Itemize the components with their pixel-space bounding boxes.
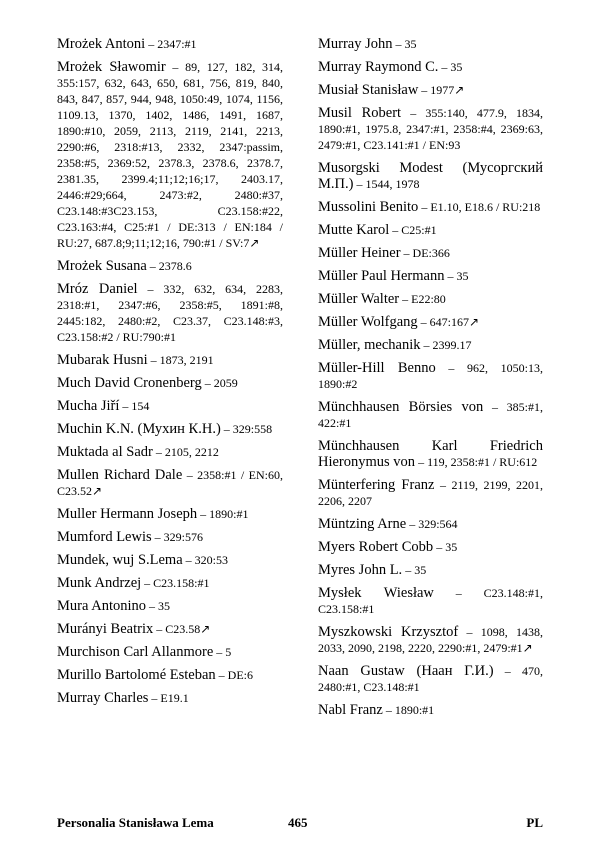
- index-entry: [57, 281, 283, 345]
- index-entry: [318, 59, 543, 75]
- index-entry: [57, 421, 283, 437]
- entry-name: Muchin K.N. (Мухин К.Н.): [57, 421, 221, 437]
- entry-name: Mussolini Benito: [318, 199, 419, 215]
- entry-name: Muktada al Sadr: [57, 444, 153, 460]
- entry-references: – 35: [392, 37, 417, 51]
- entry-references: – 1890:#1: [382, 703, 435, 717]
- index-entry: [57, 529, 283, 545]
- entry-references: – 385:#1, 422:#1: [318, 400, 543, 430]
- entry-references: – 470, 2480:#1, C23.148:#1: [318, 664, 544, 694]
- entry-name: Murray Raymond C.: [318, 59, 439, 75]
- entry-references: – C25:#1: [389, 223, 437, 237]
- index-entry: [318, 702, 543, 718]
- index-entry: [318, 663, 543, 695]
- entry-name: Musiał Stanisław: [318, 82, 419, 98]
- entry-name: Murányi Beatrix: [57, 621, 154, 637]
- page-footer: [57, 815, 543, 833]
- index-entry: [57, 644, 283, 660]
- entry-references: – 1873, 2191: [147, 353, 214, 367]
- entry-name: Münchhausen Karl Friedrich Hieronymus von: [318, 438, 543, 470]
- index-entry: [318, 36, 543, 52]
- index-entry: [318, 360, 543, 392]
- index-entry: [318, 624, 543, 656]
- entry-name: Mundek, wuj S.Lema: [57, 552, 183, 568]
- entry-name: Müller Walter: [318, 291, 400, 307]
- entry-references: – 35: [146, 599, 171, 613]
- index-entry: [57, 667, 283, 683]
- entry-references: – 89, 127, 182, 314, 355:157, 632, 643, 650, 681, 756, 819, 840, 843, 847, 857, 944, 948, 1050:49, 1074, 1156, 1109.13, 1370, 1402, 1486, 1491, 1687, 1890:#10, 2059, 2113, 2119, 2141, 2213, 2290:#6, 2318:#13, 2332, 2347:passim, 2358:#5, 2369:52, 2378.3, 2378.6, 2378.7, 2381.35, 2399.4;11;12;16;17, 2403.17, 2446:#29;664, 2473:#2, 2480:#37, C23.148:#3C23.153, C23.158:#22, C23.163:#4, C25:#1 / DE:313 / EN:184 / RU:27, 687.8;9;11;12;16, 790:#1 / SV:7↗: [57, 60, 284, 250]
- entry-name: Mumford Lewis: [57, 529, 152, 545]
- entry-references: – 647:167↗: [417, 315, 480, 329]
- entry-references: – 1098, 1438, 2033, 2090, 2198, 2220, 2290:#1, 2479:#1↗: [318, 625, 543, 655]
- entry-name: Myszkowski Krzysztof: [318, 624, 459, 640]
- entry-references: – 35: [438, 60, 463, 74]
- entry-name: Murillo Bartolomé Esteban: [57, 667, 216, 683]
- entry-name: Müntzing Arne: [318, 516, 407, 532]
- entry-references: – 2119, 2199, 2201, 2206, 2207: [318, 478, 543, 508]
- entry-references: – 35: [402, 563, 427, 577]
- entry-references: – 1890:#1: [197, 507, 249, 521]
- entry-references: – 332, 632, 634, 2283, 2318:#1, 2347:#6, 2358:#5, 1891:#8, 2445:182, 2480:#2, C23.37, C23.148:#3, C23.158:#2 / RU:790:#1: [57, 282, 284, 344]
- entry-references: – 1977↗: [418, 83, 465, 97]
- index-entry: [57, 506, 283, 522]
- footer-language: PL: [526, 815, 543, 830]
- index-entry: [57, 621, 283, 637]
- entry-name: Mutte Karol: [318, 222, 390, 238]
- entry-references: – C23.158:#1: [141, 576, 210, 590]
- entry-name: Munk Andrzej: [57, 575, 142, 591]
- entry-name: Myres John L.: [318, 562, 403, 578]
- entry-references: – E22:80: [399, 292, 446, 306]
- entry-references: – 2105, 2212: [152, 445, 219, 459]
- index-entry: [57, 467, 283, 499]
- index-entry: [318, 477, 543, 509]
- entry-name: Münchhausen Börsies von: [318, 399, 484, 415]
- left-column: [57, 36, 283, 713]
- index-entry: [318, 438, 543, 470]
- index-entry: [57, 552, 283, 568]
- entry-name: Müller, mechanik: [318, 337, 421, 353]
- index-entry: [318, 314, 543, 330]
- page-number: 465: [288, 815, 308, 830]
- right-column: [318, 36, 543, 725]
- entry-name: Mucha Jiří: [57, 398, 120, 414]
- index-entry: [57, 398, 283, 414]
- index-entry: [318, 245, 543, 261]
- entry-references: – 2059: [201, 376, 238, 390]
- entry-references: – 2347:#1: [145, 37, 197, 51]
- entry-references: – 329:558: [220, 422, 273, 436]
- entry-name: Naan Gustaw (Наан Г.И.): [318, 663, 494, 679]
- entry-references: – E1.10, E18.6 / RU:218: [418, 200, 541, 214]
- index-entry: [57, 36, 283, 52]
- entry-references: – 5: [213, 645, 232, 659]
- entry-name: Mullen Richard Dale: [57, 467, 183, 483]
- entry-references: – 320:53: [182, 553, 228, 567]
- entry-name: Müller Paul Hermann: [318, 268, 445, 284]
- index-entry: [318, 82, 543, 98]
- entry-references: – 154: [119, 399, 150, 413]
- index-entry: [318, 399, 543, 431]
- entry-name: Mrożek Sławomir: [57, 59, 166, 75]
- entry-name: Much David Cronenberg: [57, 375, 202, 391]
- entry-references: – DE:6: [215, 668, 254, 682]
- entry-name: Mrożek Susana: [57, 258, 147, 274]
- entry-name: Mura Antonino: [57, 598, 147, 614]
- index-entry: [318, 516, 543, 532]
- entry-name: Mróz Daniel: [57, 281, 138, 297]
- index-entry: [318, 585, 543, 617]
- index-entry: [57, 352, 283, 368]
- entry-references: – 962, 1050:13, 1890:#2: [318, 361, 543, 391]
- index-entry: [57, 575, 283, 591]
- index-entry: [57, 444, 283, 460]
- index-entry: [318, 268, 543, 284]
- entry-references: – C23.148:#1, C23.158:#1: [318, 586, 544, 616]
- index-entry: [318, 105, 543, 153]
- index-entry: [318, 562, 543, 578]
- entry-references: – 1544, 1978: [353, 177, 420, 191]
- entry-references: – E19.1: [148, 691, 189, 705]
- entry-name: Murray Charles: [57, 690, 149, 706]
- entry-references: – 2378.6: [146, 259, 192, 273]
- index-entry: [318, 222, 543, 238]
- entry-references: – 35: [444, 269, 469, 283]
- index-entry: [318, 539, 543, 555]
- entry-references: – 119, 2358:#1 / RU:612: [415, 455, 538, 469]
- entry-references: – 329:564: [406, 517, 458, 531]
- entry-name: Nabl Franz: [318, 702, 383, 718]
- index-entry: [318, 337, 543, 353]
- index-entry: [57, 690, 283, 706]
- entry-name: Murchison Carl Allanmore: [57, 644, 214, 660]
- entry-name: Muller Hermann Joseph: [57, 506, 198, 522]
- index-entry: [57, 375, 283, 391]
- entry-references: – 355:140, 477.9, 1834, 1890:#1, 1975.8, 2347:#1, 2358:#4, 2369:63, 2479:#1, C23.141:#1 / EN:93: [318, 106, 543, 152]
- entry-references: – C23.58↗: [153, 622, 211, 636]
- index-entry: [57, 598, 283, 614]
- entry-name: Müller Heiner: [318, 245, 401, 261]
- entry-name: Musil Robert: [318, 105, 402, 121]
- index-entry: [318, 291, 543, 307]
- entry-name: Mrożek Antoni: [57, 36, 146, 52]
- entry-name: Mysłek Wiesław: [318, 585, 434, 601]
- entry-references: – 329:576: [151, 530, 203, 544]
- entry-references: – 35: [433, 540, 458, 554]
- index-entry: [318, 160, 543, 192]
- footer-title: Personalia Stanisława Lema: [57, 815, 214, 830]
- entry-name: Müller Wolfgang: [318, 314, 418, 330]
- entry-name: Murray John: [318, 36, 393, 52]
- entry-name: Myers Robert Cobb: [318, 539, 434, 555]
- index-entry: [57, 59, 283, 251]
- index-entry: [318, 199, 543, 215]
- entry-references: – DE:366: [400, 246, 450, 260]
- index-entry: [57, 258, 283, 274]
- entry-references: – 2399.17: [420, 338, 472, 352]
- entry-name: Müller-Hill Benno: [318, 360, 436, 376]
- entry-references: – 2358:#1 / EN:60, C23.52↗: [57, 468, 283, 498]
- entry-name: Münterfering Franz: [318, 477, 435, 493]
- entry-name: Mubarak Husni: [57, 352, 148, 368]
- entry-name: Musorgski Modest (Мусоргский М.П.): [318, 160, 543, 192]
